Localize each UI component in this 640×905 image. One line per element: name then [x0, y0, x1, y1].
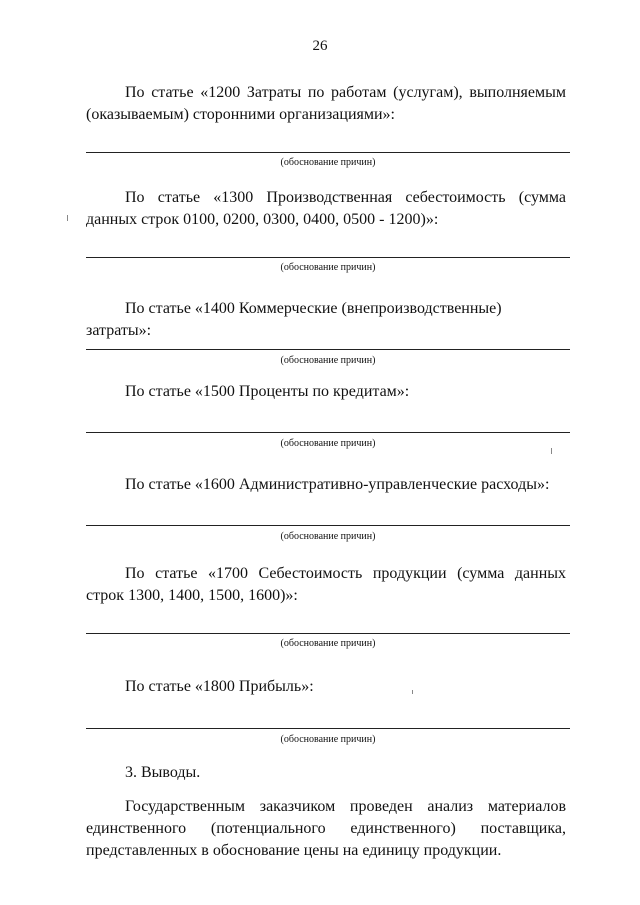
scan-speck	[412, 690, 413, 694]
section-1700-caption: (обоснование причин)	[280, 638, 376, 649]
section-1600-text: По статье «1600 Административно-управленческие расходы»:	[125, 476, 550, 493]
answer-line-1600	[86, 525, 570, 526]
answer-line-1300	[86, 257, 570, 258]
scan-speck	[551, 448, 552, 454]
section-1400-text: По статье «1400 Коммерческие (внепроизводственные) затраты»:	[86, 300, 502, 339]
answer-line-1400	[86, 349, 570, 350]
section-1500-text: По статье «1500 Проценты по кредитам»:	[125, 383, 410, 400]
answer-line-1700	[86, 633, 570, 634]
scan-speck	[67, 215, 68, 221]
section-1200-text: По статье «1200 Затраты по работам (услугам), выполняемым (оказываемым) сторонними организациями»:	[86, 84, 566, 123]
section-1800-text: По статье «1800 Прибыль»:	[125, 678, 314, 695]
section-1600-caption: (обоснование причин)	[280, 531, 376, 542]
section-1500-caption: (обоснование причин)	[280, 438, 376, 449]
answer-line-1500	[86, 432, 570, 433]
section-1700-text: По статье «1700 Себестоимость продукции (сумма данных строк 1300, 1400, 1500, 1600)»:	[86, 565, 566, 604]
answer-line-1200	[86, 152, 570, 153]
conclusions-heading: 3. Выводы.	[125, 764, 201, 781]
section-1300-text: По статье «1300 Производственная себестоимость (сумма данных строк 0100, 0200, 0300, 0400, 0500 - 1200)»:	[86, 189, 566, 228]
answer-line-1800	[86, 728, 570, 729]
section-1400-caption: (обоснование причин)	[280, 355, 376, 366]
section-1200-caption: (обоснование причин)	[280, 157, 376, 168]
page-number: 26	[312, 38, 328, 54]
section-1300-caption: (обоснование причин)	[280, 262, 376, 273]
section-1800-caption: (обоснование причин)	[280, 734, 376, 745]
conclusions-text: Государственным заказчиком проведен анализ материалов единственного (потенциального единственного) поставщика, представленных в обоснование цены на единицу продукции.	[86, 798, 566, 859]
